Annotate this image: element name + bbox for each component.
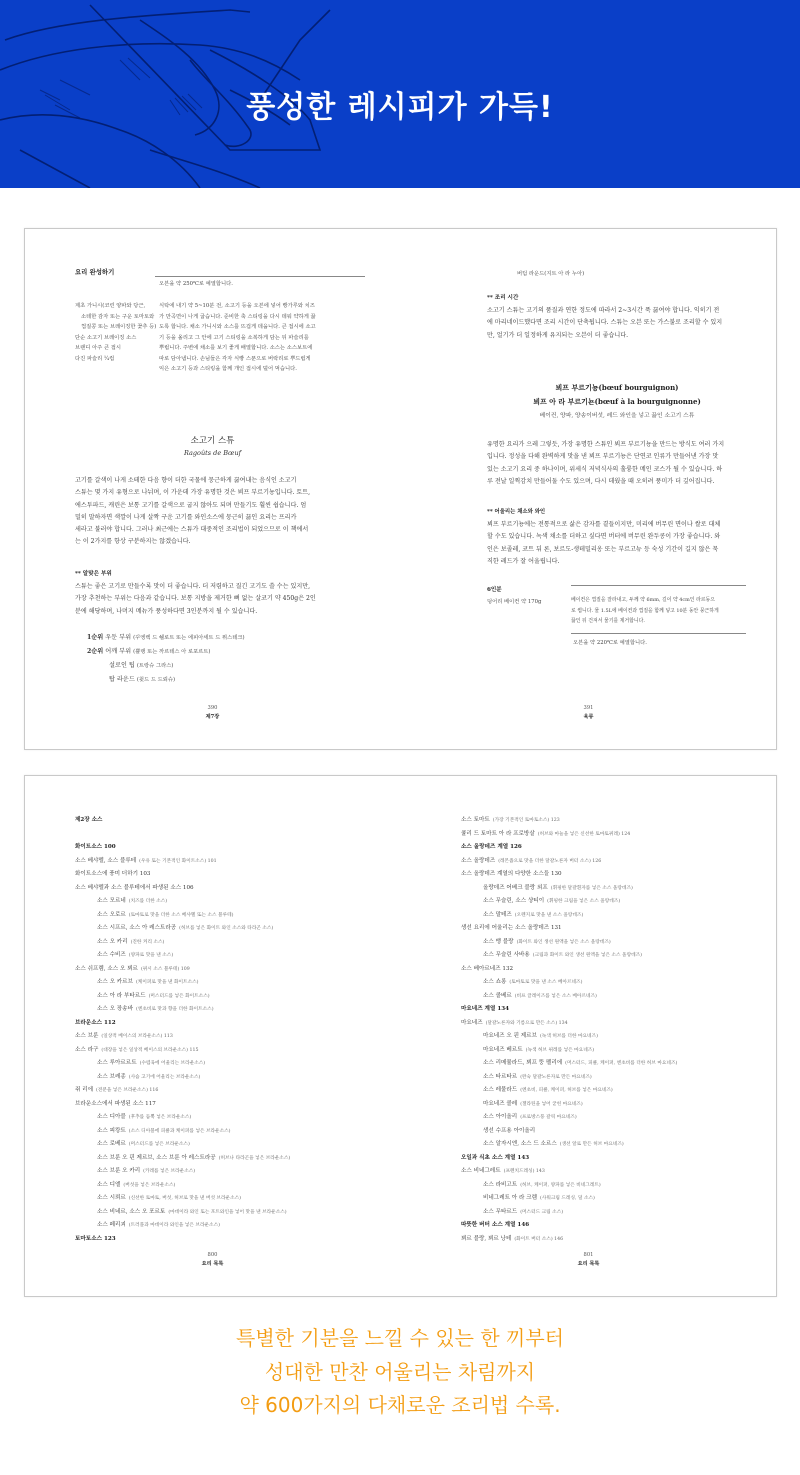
toc-entry-title: 마요네즈 콜레 xyxy=(483,1100,518,1107)
page-number: 801 xyxy=(583,1252,594,1258)
toc-entry xyxy=(75,963,395,977)
toc-entry-title: 소스 모르네 xyxy=(97,898,126,904)
text-line: 식탁에 내기 약 5~10분 전, 소고기 등을 오븐에 넣어 빵가루와 치즈 xyxy=(159,303,315,309)
text-line: 베이컨은 껍질을 잘라내고, 두께 약 6mm, 길이 약 4cm인 라르동으 xyxy=(571,597,715,603)
text-line: 있는 소고기 요리 중 하나이며, 위세식 저녁식사의 훌륭한 메인 코스가 될 수 있습니다. 하 xyxy=(487,465,723,473)
toc-entry-note: (수렵육에 어울리는 브라운소스) xyxy=(139,1061,206,1066)
toc-entry xyxy=(461,922,771,936)
text-line: 입니다. 정성을 다해 완벽하게 맛을 낸 뵈프 부르기뇽은 단연코 인류가 만들어낸 가장 맛 xyxy=(487,453,719,461)
toc-entry-note: (토마토로 맛을 낸 소스 베아르네즈) xyxy=(509,980,583,985)
cut-item: 버텀 라운드(지트 아 라 누아) xyxy=(517,271,585,277)
toc-entry-title: 소스 비네그레트 xyxy=(461,1168,501,1174)
toc-entry xyxy=(75,1192,395,1206)
toc-entry-note: (전분을 넣은 브라운소스) 116 xyxy=(96,1088,159,1093)
divider xyxy=(155,276,365,277)
toc-entry-title: 소스 라구 xyxy=(75,1046,99,1053)
recipe-subtitle: Ragoûts de Bœuf xyxy=(183,449,242,457)
toc-heading xyxy=(461,1152,771,1166)
caption-line: 특별한 기분을 느낄 수 있는 한 끼부터 xyxy=(236,1326,564,1350)
toc-entry-title: 소스 베샤멜, 소스 블루테 xyxy=(75,857,137,864)
toc-entry-note: (카레를 넣은 브라운소스) xyxy=(143,1169,196,1174)
toc-entry xyxy=(461,949,771,963)
text-line: 인은 보졸레, 코트 뒤 론, 보르도-생테밀리옹 또는 부르고뉴 등 숙성 기간이 길지 않은 묵 xyxy=(487,545,719,553)
toc-entry-note: (휘핑한 달걀흰자를 넣은 소스 올랑데즈) xyxy=(550,885,633,891)
toc-entry xyxy=(75,1219,395,1233)
toc-entry xyxy=(75,949,395,963)
toc-entry-title: 토마토소스 123 xyxy=(75,1235,116,1242)
text-line: 유명한 요리가 으레 그렇듯, 가장 유명한 스튜인 뵈프 부르기뇽을 만드는 방식도 여러 가지 xyxy=(487,441,725,448)
page-number: 390 xyxy=(207,705,218,711)
divider xyxy=(571,633,746,634)
toc-entry-title: 소스 오로르 xyxy=(97,911,126,918)
text-line: 는 이 2가지를 항상 구분하지는 않겠습니다. xyxy=(75,538,191,546)
intro-paragraph xyxy=(487,439,747,488)
page-footer xyxy=(25,705,400,720)
page-number: 391 xyxy=(583,705,594,711)
toc-heading xyxy=(75,1233,395,1247)
section-heading: 요리 완성하기 xyxy=(75,268,115,276)
toc-entry-note: (프렌치드레싱) 143 xyxy=(503,1169,545,1174)
toc-entry xyxy=(461,1017,771,1031)
toc-entry-title: 소스 무슬린 사바용 xyxy=(483,952,530,958)
toc-entry xyxy=(461,1138,771,1152)
toc-entry xyxy=(461,1098,771,1112)
text-line: 만, 얼기가 더 일정하게 유지되는 오븐이 더 좋습니다. xyxy=(487,331,629,339)
cut-item: 설로인 팁 (트랑슈 그라스) xyxy=(109,662,174,669)
toc-entry-title: 소스 시프르, 소스 아 레스트라공 xyxy=(97,925,177,931)
toc-entry-note: (프로방스풍 갈릭 마요네즈) xyxy=(520,1115,577,1120)
toc-entry-note: (크림과 화이트 와인 생선 원액을 넣은 소스 올랑데즈) xyxy=(532,953,642,958)
text-line: 익은 소고기 등과 스티링을 함께 개인 접시에 덜어 먹습니다. xyxy=(159,366,297,372)
text-line: 따로 담아냅니다. 손님들은 각자 식빵 스푼으로 버락리로 뿌드립게 xyxy=(159,355,311,362)
page-footer xyxy=(401,705,776,720)
time-paragraph xyxy=(487,305,747,342)
toc-heading xyxy=(75,1017,395,1031)
toc-entry xyxy=(461,814,771,828)
page-right xyxy=(401,229,776,749)
toc-entry-title: 소스 디아블 xyxy=(97,1114,126,1120)
toc-entry xyxy=(75,1044,395,1058)
toc-entry-note: (달걀노른자와 기름으로 만든 소스) 134 xyxy=(485,1020,568,1026)
toc-entry xyxy=(75,936,395,950)
ingredient-line: 브랜디 아주 큰 접시 xyxy=(75,345,121,351)
toc-entry xyxy=(75,1179,395,1193)
toc-entry-note: (머스터드를 넣은 브라운소스) xyxy=(128,1142,190,1147)
toc-entry-title: 생선 수프용 아이올리 xyxy=(483,1127,536,1134)
toc-entry-note: (사슴 고기에 어울리는 브라운소스) xyxy=(128,1074,201,1080)
pairing-paragraph xyxy=(487,519,747,568)
toc-entry xyxy=(75,1030,395,1044)
toc-entry-title: 소스 라비고트 xyxy=(483,1181,518,1188)
toc-entry-title: 소스 토마트 xyxy=(461,817,490,823)
toc-entry xyxy=(461,895,771,909)
cut-item: 1순위 우둔 부위 (꾸엥렉 드 쉘로트 또는 에피아세트 드 퓌스테크) xyxy=(87,634,245,641)
toc-heading xyxy=(461,841,771,855)
toc-entry xyxy=(461,1165,771,1179)
page-footer xyxy=(25,1252,400,1267)
toc-entry-note: (완숙 달걀노른자로 만든 마요네즈) xyxy=(520,1074,592,1080)
toc-entry-title: 소스 쇼롱 xyxy=(483,979,507,985)
text-line: 밀히 말하자면 색깔이 나게 살짝 구운 고기를 와인소스에 뭉근히 끓인 요리는 프리카 xyxy=(75,513,297,521)
toc-entry-note: (휘핑한 크림을 넣은 소스 올랑데즈) xyxy=(547,899,621,904)
toc-entry xyxy=(461,909,771,923)
toc-entry-title: 생선 요리에 어울리는 소스 올랑데즈 131 xyxy=(461,925,562,931)
toc-entry-title: 소스 레물라드 xyxy=(483,1087,518,1093)
page-right xyxy=(401,776,776,1296)
toc-entry-note: (젤라틴을 넣어 굳힌 마요네즈) xyxy=(520,1101,583,1107)
toc-entry xyxy=(75,976,395,990)
toc-entry xyxy=(75,895,395,909)
toc-entry-title: 소스 아이올리 xyxy=(483,1114,518,1120)
toc-entry xyxy=(461,855,771,869)
toc-entry-note: (엔초비, 피클, 케이퍼, 허브를 넣은 마요네즈) xyxy=(520,1088,613,1093)
toc-entry-note: (대장을 넣은 일상적 베이스의 브라운소스) 115 xyxy=(101,1047,199,1053)
toc-entry-title: 소스 시뢰르 xyxy=(97,1195,126,1201)
toc-entry xyxy=(75,1125,395,1139)
toc-entry-title: 소스 오 장송바 xyxy=(97,1006,133,1012)
toc-entry xyxy=(75,1098,395,1112)
text-line: 가장 추천하는 부위는 다음과 같습니다. 보통 지방을 제거한 뼈 없는 살코기 약 450g은 2인 xyxy=(75,595,316,603)
toc-entry-title: 소스 무슬린, 소스 샹티이 xyxy=(483,898,545,904)
toc-entry xyxy=(461,868,771,882)
toc-entry-title: 마요네즈 베르트 xyxy=(483,1046,523,1053)
toc-entry-title: 뵈르 블랑, 뵈르 낭테 xyxy=(461,1235,512,1242)
toc-entry xyxy=(75,1206,395,1220)
toc-entry-note: (양파로 맛을 낸 소스) xyxy=(128,953,174,958)
page-left xyxy=(25,229,400,749)
toc-entry xyxy=(461,1111,771,1125)
chapter-name: 제7장 xyxy=(205,714,220,720)
oven-note: 오븐을 약 250℃로 예열합니다. xyxy=(159,281,233,287)
toc-list-right xyxy=(461,814,771,1246)
section-subheading: ** 어울리는 채소와 와인 xyxy=(487,509,546,515)
chapter-name: 요리 목록 xyxy=(577,1261,600,1267)
recipe-title-alt: 뵈프 아 라 부르기뇬(bœuf à la bourguignonne) xyxy=(533,397,701,406)
toc-entry-title: 소스 쉬프렘, 소스 오 뵈르 xyxy=(75,965,138,972)
banner-title: 풍성한 레시피가 가득! xyxy=(246,90,554,125)
toc-entry-title: 소스 말테즈 xyxy=(483,911,512,918)
toc-entry-note: (레몬즙으로 맛을 더한 달걀노른자 버터 소스) 126 xyxy=(498,858,602,864)
toc-entry-note: (머스터드 크림 소스) xyxy=(520,1209,564,1215)
toc-entry-note: (버섯을 넣은 브라운소스) xyxy=(123,1182,176,1188)
toc-entry-title: 마요네즈 xyxy=(461,1019,483,1026)
toc-entry xyxy=(75,1111,395,1125)
intro-paragraph xyxy=(75,475,371,549)
toc-entry xyxy=(461,990,771,1004)
toc-entry-note: (트러플과 마데이라 와인을 넣은 브라운소스) xyxy=(128,1223,220,1228)
chapter-name: 육류 xyxy=(583,714,594,720)
toc-entry xyxy=(75,828,395,842)
toc-entry xyxy=(461,1030,771,1044)
toc-entry-title: 소스 피캉트 xyxy=(97,1127,126,1134)
text-line: 고기를 갈색이 나게 소테한 다음 향이 더한 국물에 뭉근하게 끓여내는 음식인 소고기 xyxy=(75,477,297,484)
toc-entry-title: 소스 리메뮬라드, 뵈프 뚱 펠리에 xyxy=(483,1060,563,1066)
toc-entry xyxy=(75,1003,395,1017)
toc-entry-note: (퓌시 소스 블루테) 109 xyxy=(140,966,190,972)
caption-line: 약 600가지의 다채로운 조리법 수록. xyxy=(239,1393,561,1417)
promo-caption xyxy=(0,1322,800,1423)
toc-entry-note: (생선 알로 만든 허브 마요네즈) xyxy=(559,1142,624,1147)
toc-entry xyxy=(461,1125,771,1139)
toc-entry-title: 브라운소스에서 파생된 소스 117 xyxy=(75,1100,156,1107)
recipe-title: 뵈프 부르기뇽(bœuf bourguignon) xyxy=(555,383,679,392)
method-paragraph xyxy=(571,595,749,627)
toc-entry xyxy=(75,1084,395,1098)
toc-entry-note: (허브를 넣은 화이트 와인 소스와 타라곤 소스) xyxy=(179,926,274,931)
toc-entry-note: (후추를 듬뿍 넣은 브라운소스) xyxy=(128,1115,192,1120)
ingredient-line: 단순 소고기 브레이징 소스 xyxy=(75,334,137,341)
toc-entry-title: 마요네즈 계열 134 xyxy=(461,1006,509,1012)
toc-entry xyxy=(75,909,395,923)
toc-entry xyxy=(461,976,771,990)
page-number: 800 xyxy=(207,1252,218,1258)
toc-entry-title: 소스 브룬 오 카리 xyxy=(97,1168,141,1174)
toc-entry-title: 소스 오 카리 xyxy=(97,938,128,945)
text-line: 로 썹니다. 물 1.5L에 베이컨과 껍질을 함께 넣고 10분 동안 뭉근하게 xyxy=(571,607,719,614)
text-line: 끓인 뒤 건져서 물기를 제거합니다. xyxy=(571,618,645,624)
toc-entry xyxy=(75,922,395,936)
text-line: 분에 해당하며, 나머지 메뉴가 풍성하다면 3인분까지 될 수 있습니다. xyxy=(75,607,258,615)
toc-entry-note: (오렌지로 맛을 낸 소스 올랑데즈) xyxy=(514,912,584,918)
recipe-title: 소고기 스튜 xyxy=(190,436,235,446)
toc-heading xyxy=(75,814,395,828)
toc-entry-note: (우유 또는 기본적인 화이트소스) 101 xyxy=(139,858,217,864)
text-line: 소고기 스튜는 고기의 품질과 연한 정도에 따라서 2~3시간 푹 끓여야 합니다. 익히기 전 xyxy=(487,307,720,314)
toc-entry-title: 소스 올랑데즈 계열 126 xyxy=(461,844,522,850)
toc-entry-note: (엔초비로 맛과 향을 더한 화이트소스) xyxy=(135,1007,214,1012)
toc-entry-note: (비프 글레이즈를 넣은 소스 베아르네즈) xyxy=(514,993,597,999)
toc-entry xyxy=(461,1044,771,1058)
toc-entry xyxy=(75,882,395,896)
toc-entry-title: 화이트소스 100 xyxy=(75,844,116,850)
toc-entry-note: (화이트 버터 소스) 146 xyxy=(514,1236,564,1242)
toc-entry-note: (녹색 허브를 더한 마요네즈) xyxy=(539,1034,598,1039)
ingredient-line: 덩어리 베이컨 약 170g xyxy=(487,599,542,605)
toc-list-left xyxy=(75,814,395,1246)
toc-entry-title: 소스 알자시엔, 소스 드 소르스 xyxy=(483,1141,557,1147)
book-spread-recipe xyxy=(24,228,777,750)
page-left xyxy=(25,776,400,1296)
toc-entry-title: 오일과 식초 소스 계열 143 xyxy=(461,1154,530,1161)
toc-entry-note: (케이퍼로 맛을 낸 화이트소스) xyxy=(135,980,199,985)
toc-entry-title: 소스 콜베르 xyxy=(483,992,512,999)
chapter-name: 요리 목록 xyxy=(201,1261,224,1267)
toc-entry-title: 소스 올랑데즈 계열의 다양한 소스들 130 xyxy=(461,871,562,877)
toc-entry-note: (토마토로 맛을 더한 소스 베샤멜 또는 소스 블루테) xyxy=(128,912,234,918)
toc-entry-note: (가장 기본적인 토마토소스) 123 xyxy=(492,818,560,823)
toc-entry-note: (머스터드를 넣은 화이트소스) xyxy=(148,993,210,999)
text-line: 도록 합니다. 채소 가니시와 소스를 뜨겁게 데웁니다. 큰 접시에 소고 xyxy=(159,324,316,330)
toc-entry xyxy=(461,1233,771,1247)
text-line: 직한 레드가 잘 어울립니다. xyxy=(487,557,560,565)
ingredient-line: 다진 파슬리 ¼컵 xyxy=(75,355,115,362)
toc-entry-title: 소스 아 라 부타르드 xyxy=(97,992,146,999)
toc-entry xyxy=(461,882,771,896)
ingredient-line: 껍질콩 또는 브레이징한 꽃추 등) xyxy=(81,324,157,330)
toc-entry-note: (허브와 마늘을 넣은 신선한 토마토퓌레) 124 xyxy=(537,831,631,837)
caption-line: 성대한 만찬 어울리는 차림까지 xyxy=(264,1359,536,1384)
toc-entry-note: (진한 커리 소스) xyxy=(130,939,165,945)
text-line: 뿌립니다. 주변에 채소를 보기 좋게 배열합니다. 소스는 소스보트에 xyxy=(159,345,313,351)
toc-entry-title: 소스 타르타르 xyxy=(483,1073,518,1080)
toc-entry-note: (화이트 와인 생선 원액을 넣은 소스 올랑데즈) xyxy=(516,939,611,945)
toc-entry-title: 화이트소스에 풍미 더하기 103 xyxy=(75,871,151,877)
cuts-list xyxy=(87,631,367,687)
toc-entry xyxy=(461,936,771,950)
cut-item: 2순위 어깨 부위 (쁠랭 또는 까르테스 아 로포르트) xyxy=(87,648,211,655)
text-line: 뵈프 부르기뇽에는 전통적으로 삶은 감자를 곁들이지만, 미리에 버무린 면이나 쌀로 대체 xyxy=(487,521,721,528)
toc-entry-title: 소스 페리괴 xyxy=(97,1222,126,1228)
toc-heading xyxy=(75,841,395,855)
toc-entry-title: 마요네즈 오 핀 제르브 xyxy=(483,1033,537,1039)
method-paragraph xyxy=(159,301,369,375)
section-subheading: ** 조리 시간 xyxy=(487,295,519,301)
toc-entry xyxy=(461,1057,771,1071)
toc-entry xyxy=(461,828,771,842)
toc-entry-note: (녹색 허브 퓌레를 넣은 마요네즈) xyxy=(525,1047,595,1053)
toc-entry-note: (사워크림 드레싱, 딜 소스) xyxy=(539,1196,595,1201)
toc-entry-note: (치즈를 더한 소스) xyxy=(128,899,168,904)
toc-entry-note: (허브, 케이퍼, 양파를 넣은 비네그레트) xyxy=(520,1182,601,1188)
toc-entry-note: (머스터드, 피클, 케이퍼, 엔초비를 더한 허브 마요네즈) xyxy=(565,1061,678,1066)
oven-note: 오븐을 약 220℃로 예열합니다. xyxy=(573,640,647,646)
text-line: 세라고 불러야 합니다. 그러나 최근에는 스튜가 대중적인 조리법이 되었으므로 이 책에서 xyxy=(75,526,309,534)
toc-entry xyxy=(461,1071,771,1085)
toc-entry xyxy=(461,963,771,977)
toc-entry-title: 제2장 소스 xyxy=(75,817,103,823)
toc-entry-title: 소스 로베르 xyxy=(97,1141,126,1147)
toc-entry xyxy=(75,1057,395,1071)
toc-entry-note: (신선한 토마토, 버섯, 허브로 맛을 낸 버섯 브라운소스) xyxy=(128,1196,241,1201)
text-line: 할 수도 있습니다. 녹색 채소를 더하고 싶다면 버터에 버무린 완두콩이 가장 좋습니다. 와 xyxy=(487,533,721,541)
divider xyxy=(571,585,746,586)
toc-entry xyxy=(75,1152,395,1166)
toc-entry-title: 소스 무타르드 xyxy=(483,1208,518,1215)
toc-heading xyxy=(461,1219,771,1233)
toc-entry xyxy=(75,1071,395,1085)
toc-entry-title: 따뜻한 버터 소스 계열 146 xyxy=(461,1222,530,1228)
text-line: 에스투파드, 캐린은 보통 고기를 갈색으로 굽지 않아도 되며 만들기도 훨씬 쉽습니다. 엄 xyxy=(75,501,307,509)
servings: 6인분 xyxy=(487,587,502,593)
toc-entry-title: 비네그레트 아 라 크렘 xyxy=(483,1195,537,1201)
toc-entry xyxy=(75,868,395,882)
toc-entry xyxy=(75,990,395,1004)
toc-entry-title: 소스 올랑데즈 xyxy=(461,857,496,864)
text-line: 가 만곡면이 나게 굽습니다. 준비한 축 스티링을 다시 데워 약하게 끓 xyxy=(159,313,316,320)
toc-entry-title: 브라운소스 112 xyxy=(75,1019,116,1026)
text-line: 스튜는 좋은 고기로 만들수록 맛이 더 좋습니다. 더 저렴하고 질긴 고기도 쓸 수는 있지만, xyxy=(75,583,311,590)
toc-entry-title: 소스 브레종 xyxy=(97,1073,126,1080)
ingredient-line: 제초 가니시(코린 양파와 당근, xyxy=(75,303,146,309)
toc-entry xyxy=(75,1165,395,1179)
toc-entry-title: 소스 오 카르브 xyxy=(97,979,133,985)
toc-entry xyxy=(75,855,395,869)
page-footer xyxy=(401,1252,776,1267)
toc-entry-title: 소스 디엘 xyxy=(97,1181,121,1188)
toc-entry-title: 소스 수비즈 xyxy=(97,952,126,958)
toc-entry-title: 소스 브룬 오 핀 제르브, 소스 브룬 아 레스트라공 xyxy=(97,1154,216,1161)
cut-item: 탑 라운드 (윗드 드 드뢰슈) xyxy=(109,676,176,683)
toc-heading xyxy=(461,1003,771,1017)
cuts-paragraph xyxy=(75,581,371,618)
text-line: 스튜는 몇 가지 유형으로 나뉘며, 이 가운데 가장 유명한 것은 뵈프 부르기뇽입니다. 토트, xyxy=(75,489,311,497)
toc-entry-title: 소스 베아르네즈 132 xyxy=(461,965,514,972)
toc-entry-title: 소스 뱅 블랑 xyxy=(483,938,514,945)
text-line: 루 전날 일찍감치 만들어둘 수도 있으며, 다시 데웠을 때 오히려 풍미가 더 깊어집니다. xyxy=(487,477,715,485)
recipe-subtitle: 베이컨, 양파, 양송이버섯, 레드 와인을 넣고 끓인 소고기 스튜 xyxy=(539,413,695,419)
toc-entry xyxy=(461,1179,771,1193)
ingredient-line: 소테한 감자 또는 구운 토마토와 xyxy=(81,313,155,320)
text-line: 기 등을 올리고 그 안에 고기 스티링을 소복하게 담는 뒤 파슬리를 xyxy=(159,334,309,341)
toc-entry-note: (소스 디아블에 피클과 케이퍼를 넣은 브라운소스) xyxy=(128,1128,231,1134)
toc-entry-title: 소스 루아르르트 xyxy=(97,1060,137,1066)
toc-entry xyxy=(461,1084,771,1098)
toc-entry xyxy=(75,1138,395,1152)
toc-entry-note: (일상적 베이스의 브라운소스) 113 xyxy=(101,1034,173,1039)
toc-entry-title: 쿨리 드 토마트 아 라 프로방살 xyxy=(461,830,535,837)
toc-entry-title: 소스 비네르, 소스 오 포르토 xyxy=(97,1208,166,1215)
text-line: 에 마리네이드했다면 조리 시간이 단축됩니다. 스튜는 오븐 또는 가스불로 조리할 수 있지 xyxy=(487,319,723,327)
toc-entry-title: 소스 브룬 xyxy=(75,1033,99,1039)
book-spread-contents xyxy=(24,775,777,1297)
toc-entry xyxy=(461,1206,771,1220)
hero-banner xyxy=(0,0,800,188)
section-subheading: ** 알맞은 부위 xyxy=(75,571,112,577)
toc-entry-title: 올랑데즈 어베크 블랑 외프 xyxy=(483,884,548,891)
toc-entry xyxy=(461,1192,771,1206)
toc-entry-title: 소스 베샤멜과 소스 블루테에서 파생된 소스 106 xyxy=(75,884,194,891)
toc-entry-note: (허브나 타라곤을 넣은 브라운소스) xyxy=(218,1155,291,1161)
toc-entry-note: (마데이라 와인 또는 포트와인을 넣어 맛을 낸 브라운소스) xyxy=(168,1209,287,1215)
toc-entry-title: 쥐 리에 xyxy=(75,1087,93,1093)
